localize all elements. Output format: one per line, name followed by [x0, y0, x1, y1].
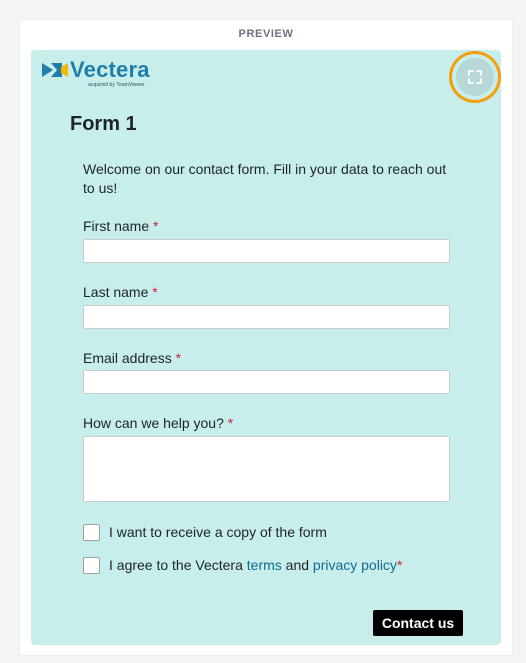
preview-header: PREVIEW: [238, 28, 294, 40]
form-intro: Welcome on our contact form. Fill in your data to reach out to us!: [83, 161, 447, 196]
copy-checkbox[interactable]: [83, 524, 100, 541]
privacy-policy-link[interactable]: privacy policy: [312, 557, 397, 573]
email-input[interactable]: [83, 370, 450, 394]
agree-checkbox-row: [83, 556, 402, 574]
vectera-logo-mark-icon: [42, 61, 68, 79]
required-marker: *: [396, 557, 403, 573]
agree-middle: and: [281, 557, 313, 573]
first-name-input[interactable]: [83, 239, 450, 263]
form-title: Form 1: [70, 113, 137, 135]
required-marker: *: [152, 284, 158, 300]
agree-prefix: I agree to the Vectera: [109, 557, 247, 573]
logo-wordmark: Vectera: [70, 57, 150, 82]
fullscreen-button[interactable]: [456, 58, 494, 96]
copy-checkbox-label: I want to receive a copy of the form: [109, 524, 327, 540]
last-name-input[interactable]: [83, 305, 450, 329]
logo-tagline: acquired by TeamViewer: [88, 82, 145, 88]
fullscreen-icon: [468, 70, 482, 84]
required-marker: *: [227, 415, 234, 431]
form-card: [31, 50, 501, 645]
preview-panel: [20, 20, 512, 655]
contact-us-button[interactable]: Contact us: [373, 610, 463, 636]
required-marker: *: [175, 350, 182, 366]
help-textarea[interactable]: [83, 436, 450, 502]
copy-checkbox-row: [83, 523, 327, 541]
vectera-logo: [42, 58, 154, 88]
agree-checkbox[interactable]: [83, 557, 100, 574]
email-label: Email address *: [83, 350, 182, 366]
last-name-label: Last name *: [83, 284, 158, 300]
terms-link[interactable]: terms: [246, 557, 282, 573]
required-marker: *: [153, 218, 159, 234]
first-name-label: First name *: [83, 218, 159, 234]
help-label: How can we help you? *: [83, 415, 234, 431]
